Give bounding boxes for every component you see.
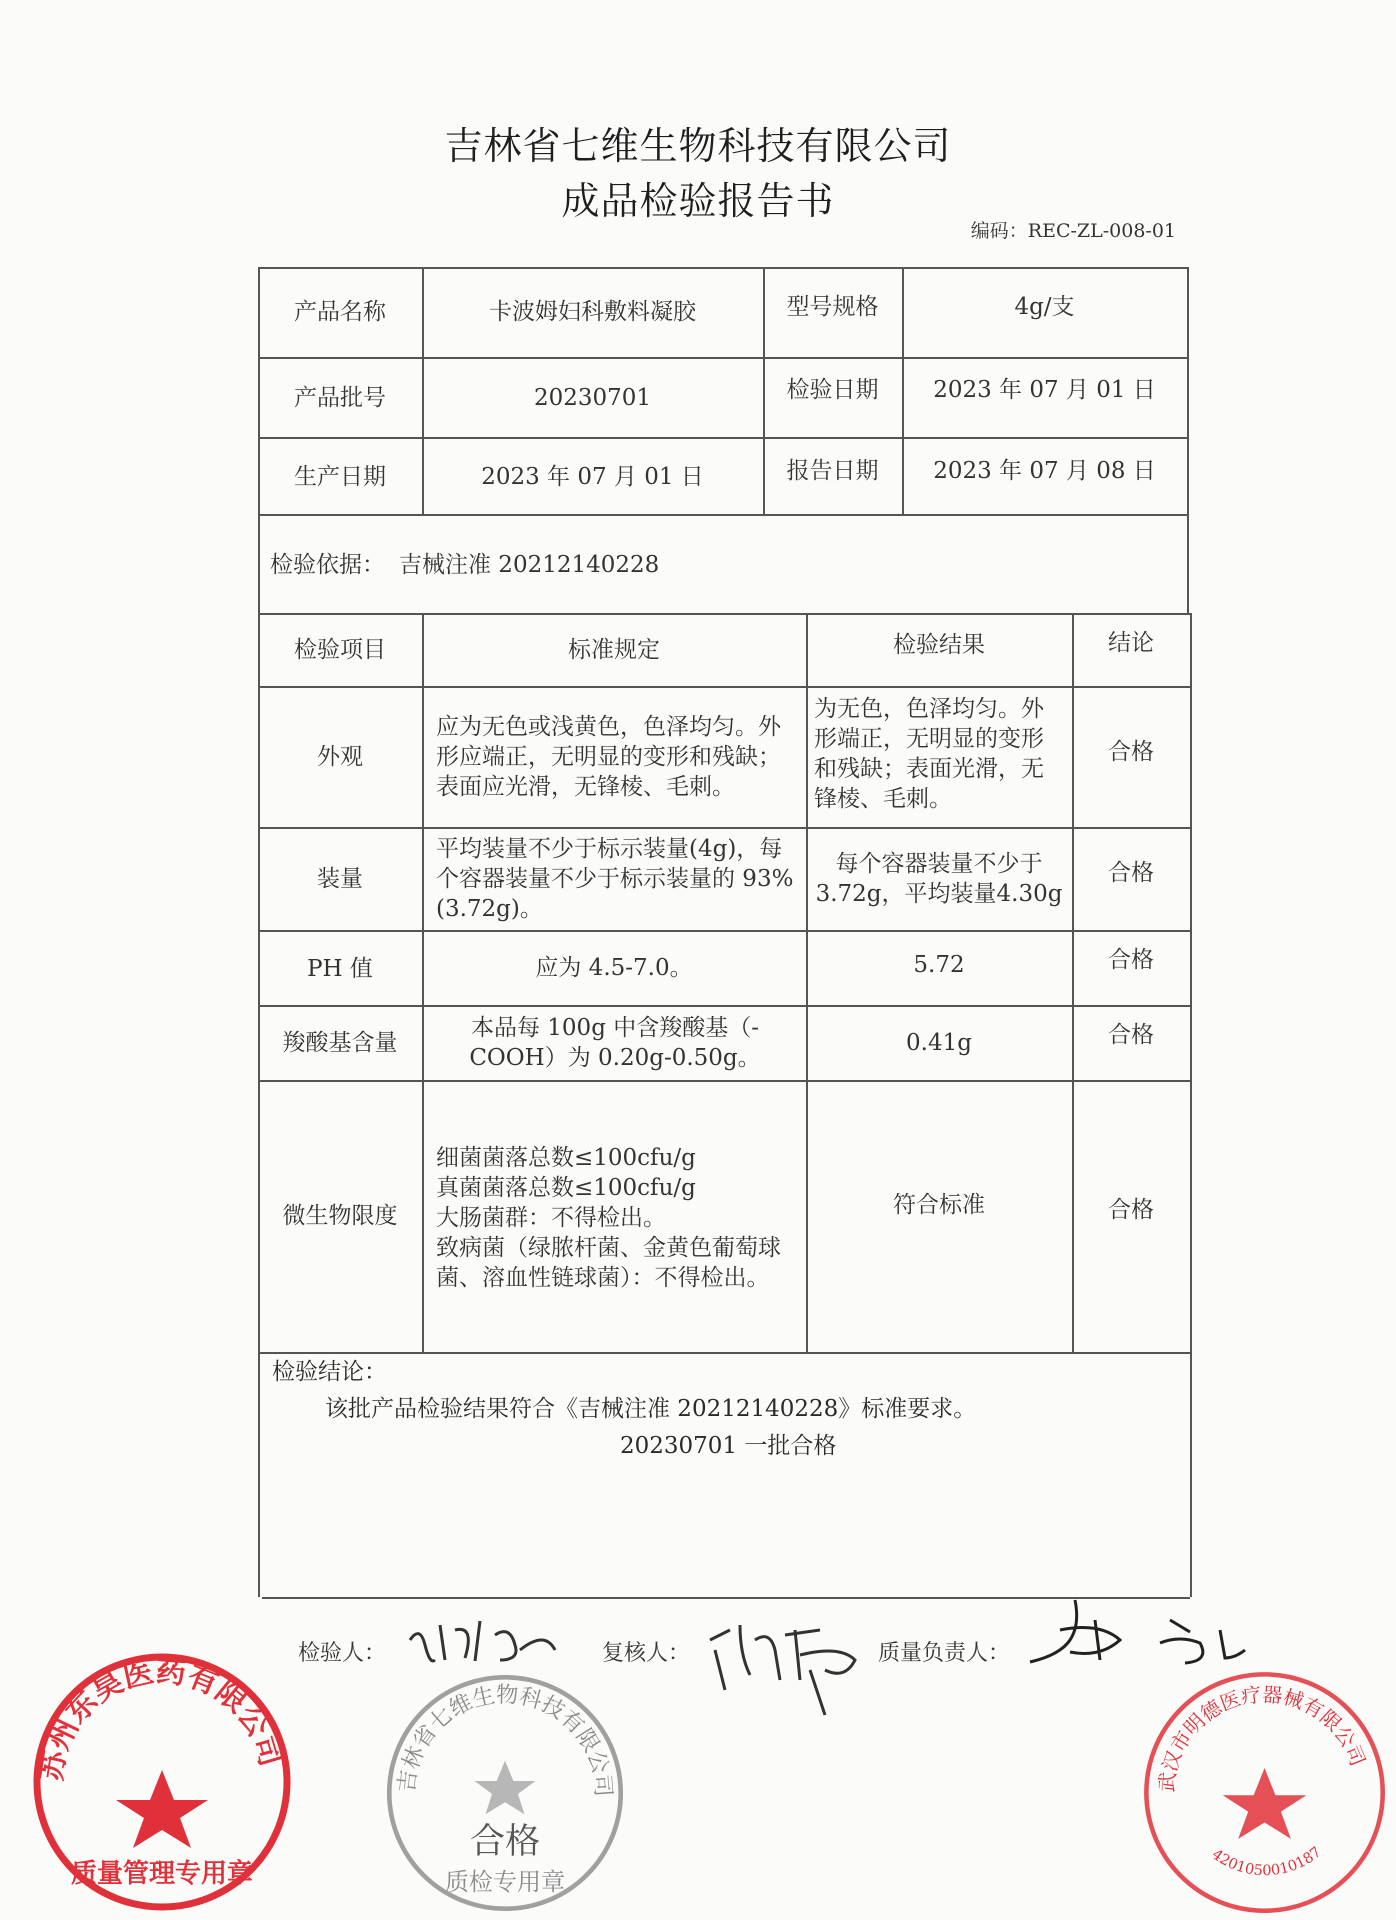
standard-line: 大肠菌群：不得检出。	[436, 1204, 666, 1231]
device-stamp-code: 4201050010187	[1208, 1844, 1325, 1880]
report-date: 2023 年 07 月 08 日	[933, 457, 1156, 484]
reviewer-signature	[700, 1610, 870, 1720]
standard-line: 致病菌（绿脓杆菌、金黄色葡萄球菌、溶血性链球菌）：不得检出。	[436, 1234, 781, 1291]
report-date-label: 报告日期	[786, 457, 879, 484]
table-row-result: 每个容器装量不少于3.72g，平均装量4.30g	[815, 851, 1063, 907]
header-result: 检验结果	[893, 632, 985, 658]
qc-stamp-text: 吉林省七维生物科技有限公司	[393, 1682, 617, 1798]
header-standard: 标准规定	[568, 637, 660, 663]
reviewer-label: 复核人：	[602, 1641, 691, 1666]
spec-label: 型号规格	[786, 294, 879, 320]
batch-label: 产品批号	[294, 385, 386, 411]
table-row-item: 装量	[317, 866, 363, 892]
table-row-item: PH 值	[307, 956, 373, 982]
header-conclusion: 结论	[1108, 630, 1154, 656]
spec-value: 4g/支	[1014, 294, 1075, 320]
svg-text:苏州东昊医药有限公司	[34, 1654, 288, 1783]
table-row-conclusion: 合格	[1108, 739, 1154, 765]
code-value: REC-ZL-008-01	[1027, 220, 1176, 242]
quality-manager-label: 质量负责人：	[878, 1641, 1011, 1666]
quality-manager-signature	[1020, 1595, 1260, 1665]
conclusion-batch: 20230701 一批合格	[620, 1433, 837, 1459]
standard-line: 真菌菌落总数≤100cfu/g	[436, 1174, 696, 1201]
prod-date: 2023 年 07 月 01 日	[481, 463, 704, 490]
inspector-signature	[400, 1615, 570, 1665]
product-name: 卡波姆妇科敷料凝胶	[489, 299, 696, 325]
test-basis	[262, 530, 1162, 600]
table-row-conclusion: 合格	[1108, 947, 1154, 973]
conclusion-label: 检验结论：	[272, 1359, 387, 1385]
table-row-item: 微生物限度	[282, 1203, 398, 1229]
basis-value: 吉械注准 20212140228	[399, 552, 660, 578]
basis-label: 检验依据：	[270, 552, 385, 578]
conclusion-text: 该批产品检验结果符合《吉械注准 20212140228》标准要求。	[325, 1396, 977, 1422]
table-row-standard: 本品每 100g 中含羧酸基（-COOH）为 0.20g-0.50g。	[469, 1015, 761, 1071]
batch-value: 20230701	[533, 385, 652, 411]
distributor-stamp-text: 苏州东昊医药有限公司	[34, 1654, 289, 1784]
distributor-stamp-sub: 质量管理专用章	[70, 1859, 254, 1889]
prod-date-label: 生产日期	[294, 463, 386, 490]
test-date: 2023 年 07 月 01 日	[933, 377, 1156, 403]
svg-text:4201050010187	[1209, 1844, 1325, 1879]
qc-stamp	[380, 1668, 630, 1918]
device-company-stamp	[1140, 1668, 1390, 1918]
table-row-standard: 应为无色或浅黄色，色泽均匀。外形应端正，无明显的变形和残缺；表面应光滑，无锋棱、毛刺。	[436, 714, 781, 800]
product-name-label: 产品名称	[294, 299, 386, 325]
code-label: 编码：	[970, 220, 1028, 242]
company-name: 吉林省七维生物科技有限公司	[444, 124, 952, 168]
table-row-result: 5.72	[913, 952, 965, 978]
pass-mark: 合格	[469, 1821, 541, 1863]
distributor-stamp	[30, 1650, 295, 1915]
document-code	[971, 216, 1176, 243]
qc-stamp-sub: 质检专用章	[444, 1868, 566, 1897]
table-row-conclusion: 合格	[1108, 1197, 1154, 1223]
device-stamp-text: 武汉市明德医疗器械有限公司	[1154, 1682, 1371, 1794]
table-row-item: 羧酸基含量	[282, 1030, 398, 1056]
table-row-result: 为无色，色泽均匀。外形端正，无明显的变形和残缺；表面光滑，无锋棱、毛刺。	[814, 696, 1044, 812]
standard-line: 细菌菌落总数≤100cfu/g	[436, 1144, 696, 1171]
table-row-conclusion: 合格	[1108, 1022, 1154, 1048]
table-row-item: 外观	[317, 744, 363, 770]
table-row-result: 符合标准	[893, 1192, 985, 1218]
inspector-label: 检验人：	[298, 1641, 387, 1666]
table-row-standard	[428, 1095, 806, 1340]
test-date-label: 检验日期	[786, 377, 879, 403]
table-row-standard: 平均装量不少于标示装量(4g)，每个容器装量不少于标示装量的 93%(3.72g)。	[436, 836, 794, 922]
table-row-standard: 应为 4.5-7.0。	[535, 955, 693, 981]
document-title: 成品检验报告书	[561, 179, 835, 223]
header-item: 检验项目	[294, 637, 386, 663]
table-row-conclusion: 合格	[1108, 859, 1154, 886]
table-row-result: 0.41g	[906, 1030, 972, 1056]
